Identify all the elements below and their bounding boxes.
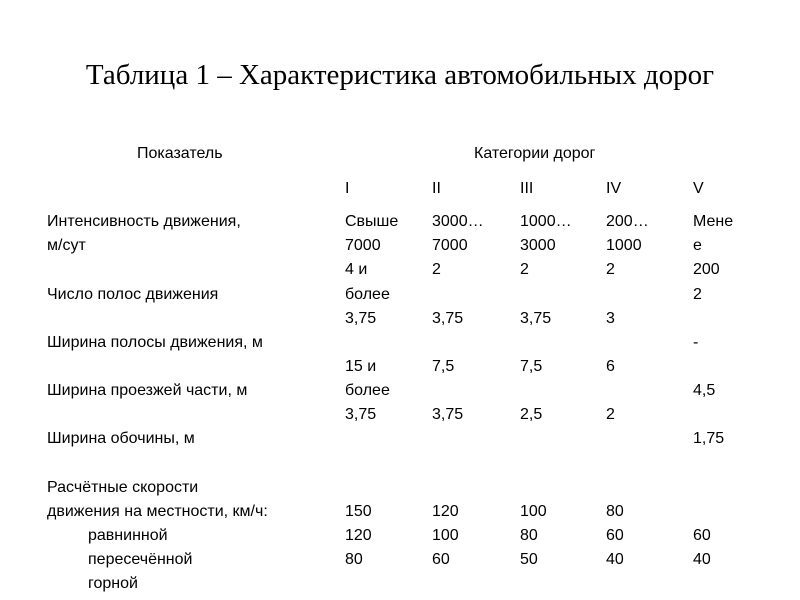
cell-intensity-i-1: Свыше	[345, 213, 399, 230]
cell-speed-ii-rough: 100	[432, 527, 459, 544]
cell-lane-width-iv: 3	[606, 310, 615, 327]
page-title: Таблица 1 – Характеристика автомобильных дорог	[85, 59, 715, 91]
cell-speed-iv-mountain: 40	[606, 551, 624, 568]
cell-lanes-i-1: 4 и	[345, 261, 368, 278]
label-terrain-mountain: горной	[88, 575, 138, 592]
cell-lane-width-v: -	[693, 334, 699, 351]
label-speeds-2: движения на местности, км/ч:	[47, 503, 268, 520]
label-shoulder-width: Ширина обочины, м	[47, 430, 195, 447]
cell-lane-width-i: 3,75	[345, 310, 377, 327]
cell-speed-iii-mountain: 50	[520, 551, 538, 568]
cell-intensity-i-2: 7000	[345, 237, 381, 254]
cell-lane-width-iii: 3,75	[520, 310, 552, 327]
cell-intensity-ii-2: 7000	[432, 237, 468, 254]
cell-shoulder-iii: 2,5	[520, 406, 543, 423]
cell-speed-iv-plain: 80	[606, 503, 624, 520]
cell-shoulder-v: 1,75	[693, 430, 725, 447]
cell-lanes-iv: 2	[606, 261, 615, 278]
cell-lanes-i-2: более	[345, 286, 390, 303]
header-category-iii: III	[520, 180, 534, 197]
cell-intensity-iii-2: 3000	[520, 237, 556, 254]
cell-shoulder-i: 3,75	[345, 406, 377, 423]
label-carriageway-width: Ширина проезжей части, м	[47, 382, 248, 399]
cell-intensity-v-1: Мене	[693, 213, 734, 230]
cell-speed-iii-rough: 80	[520, 527, 538, 544]
cell-carriageway-ii: 7,5	[432, 358, 455, 375]
cell-speed-iv-rough: 60	[606, 527, 624, 544]
label-speeds-1: Расчётные скорости	[47, 479, 199, 496]
label-lanes: Число полос движения	[47, 286, 219, 303]
cell-speed-i-plain: 150	[345, 503, 372, 520]
cell-carriageway-iii: 7,5	[520, 358, 543, 375]
cell-intensity-iv-1: 200…	[606, 213, 649, 230]
cell-shoulder-ii: 3,75	[432, 406, 464, 423]
cell-carriageway-i-2: более	[345, 382, 390, 399]
cell-intensity-iii-1: 1000…	[520, 213, 572, 230]
label-terrain-plain: равнинной	[88, 527, 168, 544]
cell-intensity-v-3: 200	[693, 261, 720, 278]
cell-intensity-iv-2: 1000	[606, 237, 642, 254]
cell-carriageway-i-1: 15 и	[345, 358, 377, 375]
label-lane-width: Ширина полосы движения, м	[47, 334, 263, 351]
header-indicator: Показатель	[137, 145, 223, 162]
label-terrain-rough: пересечённой	[88, 551, 193, 568]
cell-carriageway-v: 4,5	[693, 382, 716, 399]
header-category-ii: II	[432, 180, 441, 197]
cell-lane-width-ii: 3,75	[432, 310, 464, 327]
label-intensity-2: м/сут	[47, 237, 86, 254]
cell-intensity-ii-1: 3000…	[432, 213, 484, 230]
cell-speed-i-mountain: 80	[345, 551, 363, 568]
cell-lanes-ii: 2	[432, 261, 441, 278]
cell-speed-v-rough: 60	[693, 527, 711, 544]
cell-lanes-iii: 2	[520, 261, 529, 278]
cell-lanes-v: 2	[693, 286, 702, 303]
cell-intensity-v-2: е	[693, 237, 702, 254]
cell-speed-i-rough: 120	[345, 527, 372, 544]
cell-speed-ii-plain: 120	[432, 503, 459, 520]
cell-speed-v-mountain: 40	[693, 551, 711, 568]
cell-shoulder-iv: 2	[606, 406, 615, 423]
header-category-i: I	[345, 180, 350, 197]
label-intensity-1: Интенсивность движения,	[47, 213, 241, 230]
cell-speed-ii-mountain: 60	[432, 551, 450, 568]
header-category-iv: IV	[606, 180, 622, 197]
cell-carriageway-iv: 6	[606, 358, 615, 375]
header-category-v: V	[693, 180, 704, 197]
header-categories: Категории дорог	[474, 145, 596, 162]
cell-speed-iii-plain: 100	[520, 503, 547, 520]
